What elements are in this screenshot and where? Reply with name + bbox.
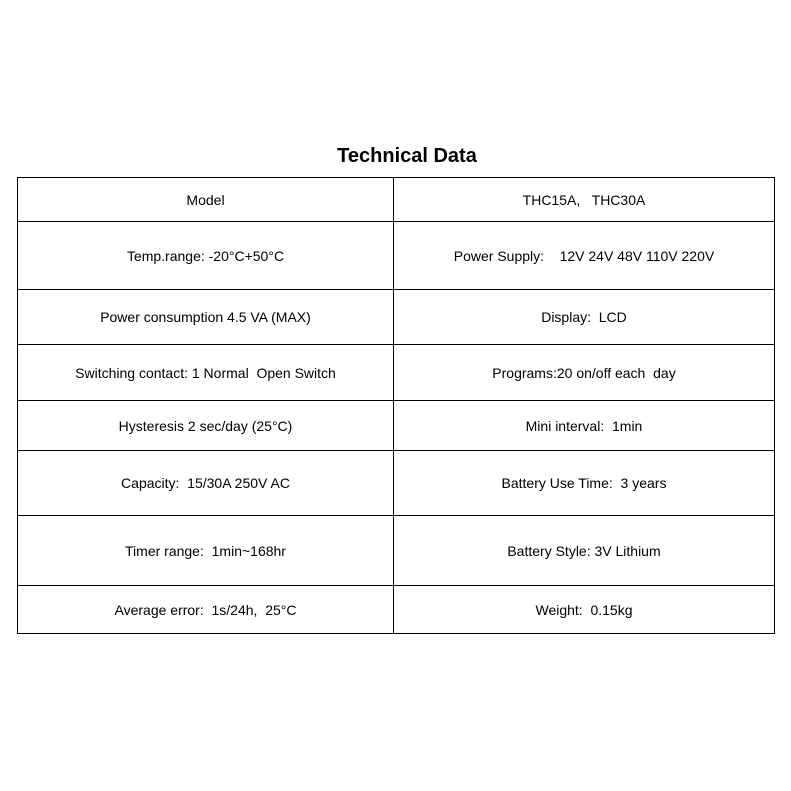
- spec-average-error: Average error: 1s/24h, 25°C: [18, 586, 394, 634]
- spec-power-supply: Power Supply: 12V 24V 48V 110V 220V: [394, 222, 775, 290]
- table-row: [18, 222, 775, 290]
- spec-timer-range: Timer range: 1min~168hr: [18, 516, 394, 586]
- table-row: [18, 345, 775, 401]
- spec-weight: Weight: 0.15kg: [394, 586, 775, 634]
- table-row: [18, 586, 775, 634]
- spec-mini-interval: Mini interval: 1min: [394, 401, 775, 451]
- table-row-model: [18, 178, 775, 222]
- table-row: [18, 451, 775, 516]
- table-row: [18, 290, 775, 345]
- table-row: [18, 401, 775, 451]
- technical-data-table: [17, 177, 775, 634]
- document-title: Technical Data: [337, 145, 477, 167]
- spec-label-model: Model: [18, 178, 394, 222]
- spec-temp-range: Temp.range: -20°C+50°C: [18, 222, 394, 290]
- spec-capacity: Capacity: 15/30A 250V AC: [18, 451, 394, 516]
- table-row: [18, 516, 775, 586]
- spec-display: Display: LCD: [394, 290, 775, 345]
- spec-programs: Programs:20 on/off each day: [394, 345, 775, 401]
- spec-value-model: THC15A, THC30A: [394, 178, 775, 222]
- spec-hysteresis: Hysteresis 2 sec/day (25°C): [18, 401, 394, 451]
- spec-switching-contact: Switching contact: 1 Normal Open Switch: [18, 345, 394, 401]
- spec-battery-style: Battery Style: 3V Lithium: [394, 516, 775, 586]
- spec-battery-use-time: Battery Use Time: 3 years: [394, 451, 775, 516]
- spec-power-consumption: Power consumption 4.5 VA (MAX): [18, 290, 394, 345]
